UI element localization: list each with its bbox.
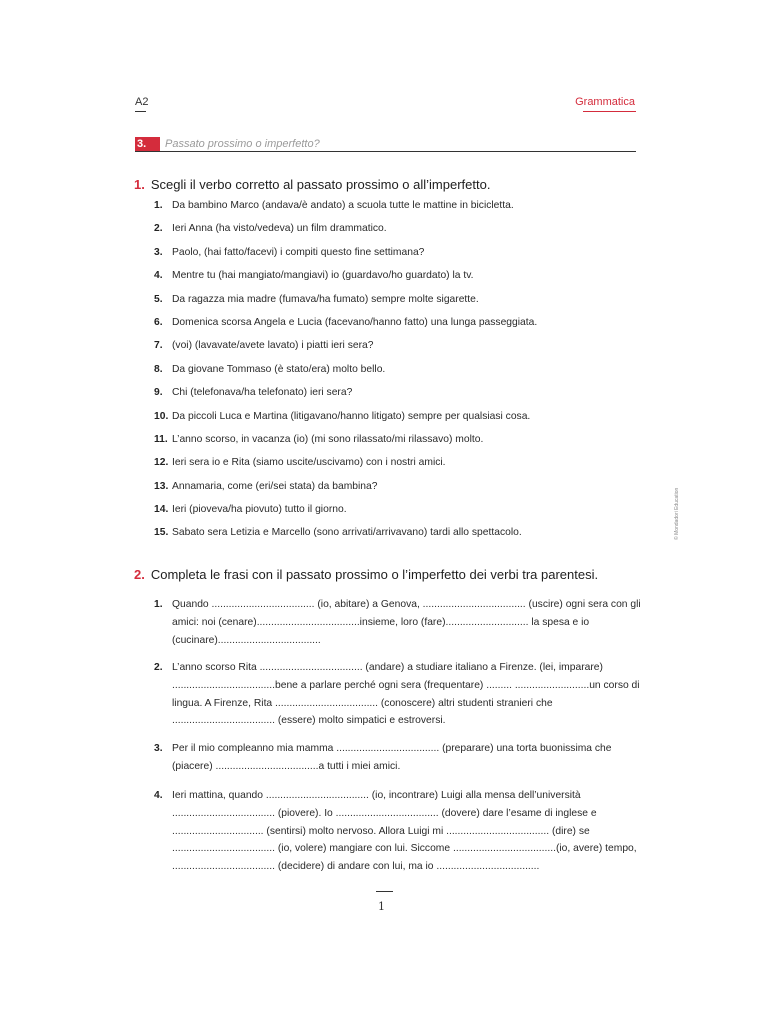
item-text: Ieri sera io e Rita (siamo uscite/uscivamo) con i nostri amici. <box>172 457 446 469</box>
category-label: Grammatica <box>575 96 635 108</box>
list-item <box>154 290 654 313</box>
list-item <box>154 383 654 406</box>
list-item <box>154 477 654 500</box>
item-number: 10. <box>154 410 169 422</box>
item-number: 8. <box>154 363 163 375</box>
list-item <box>154 243 654 266</box>
item-number: 15. <box>154 527 169 539</box>
list-item <box>154 596 644 649</box>
exercise2-title: Completa le frasi con il passato prossimo o l’imperfetto dei verbi tra parentesi. <box>150 567 599 582</box>
list-item <box>154 740 644 776</box>
item-number: 3. <box>154 743 163 754</box>
item-text: Ieri mattina, quando .................................... (io, incontrare) Luigi alla mensa dell’università .................................... (piovere). Io .................................... (dovere) dare l’esame di inglese e ................................ (sentirsi) molto nervoso. Allora Luigi mi .................................... (dire) se .................................... (io, volere) mangiare con lui. Siccome ....................................(io, avere) tempo, .................................... (decidere) di andare con lui, ma io .................................... <box>172 790 637 873</box>
list-item <box>154 500 654 523</box>
list-item <box>154 407 654 430</box>
item-text: Quando .................................... (io, abitare) a Genova, .................................... (uscire) ogni sera con gli amici: noi (cenare)....................................insieme, loro (fare)............................. la spesa e io (cucinare).................................... <box>172 599 641 646</box>
item-number: 3. <box>154 246 163 258</box>
item-number: 7. <box>154 340 163 352</box>
level-label: A2 <box>135 96 149 108</box>
exercise1-list <box>154 196 654 547</box>
item-number: 2. <box>154 662 163 673</box>
item-text: Ieri Anna (ha visto/vedeva) un film drammatico. <box>172 223 387 235</box>
item-number: 12. <box>154 457 169 469</box>
list-item <box>154 219 654 242</box>
list-item <box>154 787 644 876</box>
section-rule <box>135 151 636 152</box>
list-item <box>154 659 644 730</box>
item-text: Paolo, (hai fatto/facevi) i compiti questo fine settimana? <box>172 246 425 258</box>
item-number: 9. <box>154 387 163 399</box>
list-item <box>154 266 654 289</box>
item-number: 11. <box>154 433 168 445</box>
item-number: 13. <box>154 480 169 492</box>
footer-rule <box>376 891 393 892</box>
exercise2-number: 2. <box>134 567 145 582</box>
list-item <box>154 453 654 476</box>
item-number: 1. <box>154 599 163 610</box>
item-number: 2. <box>154 223 163 235</box>
exercise2-heading <box>134 567 598 582</box>
item-text: Mentre tu (hai mangiato/mangiavi) io (guardavo/ho guardato) la tv. <box>172 270 474 282</box>
list-item <box>154 313 654 336</box>
item-text: Domenica scorsa Angela e Lucia (facevano/hanno fatto) una lunga passeggiata. <box>172 316 538 328</box>
item-text: Da ragazza mia madre (fumava/ha fumato) sempre molte sigarette. <box>172 293 479 305</box>
item-text: Da piccoli Luca e Martina (litigavano/hanno litigato) sempre per qualsiasi cosa. <box>172 410 531 422</box>
list-item <box>154 360 654 383</box>
exercise1-number: 1. <box>134 177 145 192</box>
item-text: Ieri (pioveva/ha piovuto) tutto il giorno. <box>172 504 347 516</box>
item-text: L’anno scorso Rita .................................... (andare) a studiare italiano a Firenze. (lei, imparare) ....................................bene a parlare perché ogni sera (frequentare) ......... ..........................un corso di lingua. A Firenze, Rita .................................... (conoscere) altri studenti stranieri che .................................... (essere) molto simpatici e estroversi. <box>172 662 640 727</box>
category-underline <box>583 111 636 112</box>
item-text: Per il mio compleanno mia mamma .................................... (preparare) una torta buonissima che (piacere) ....................................a tutti i miei amici. <box>172 743 612 772</box>
level-underline <box>135 111 146 112</box>
item-number: 4. <box>154 270 163 282</box>
list-item <box>154 430 654 453</box>
list-item <box>154 523 654 546</box>
list-item <box>154 196 654 219</box>
item-text: L’anno scorso, in vacanza (io) (mi sono rilassato/mi rilassavo) molto. <box>172 433 484 445</box>
exercise1-heading <box>134 177 490 192</box>
item-text: Annamaria, come (eri/sei stata) da bambina? <box>172 480 378 492</box>
list-item <box>154 336 654 359</box>
item-text: Chi (telefonava/ha telefonato) ieri sera? <box>172 387 353 399</box>
page-number: 1 <box>378 900 385 913</box>
item-text: Da bambino Marco (andava/è andato) a scuola tutte le mattine in bicicletta. <box>172 200 514 211</box>
item-number: 4. <box>154 790 163 801</box>
item-text: Da giovane Tommaso (è stato/era) molto bello. <box>172 363 386 375</box>
item-text: (voi) (lavavate/avete lavato) i piatti ieri sera? <box>172 340 374 352</box>
item-number: 1. <box>154 200 163 211</box>
item-number: 14. <box>154 504 169 516</box>
item-number: 5. <box>154 293 163 305</box>
copyright-note: © Mondadori Education <box>674 487 680 540</box>
section-title: Passato prossimo o imperfetto? <box>165 138 320 150</box>
item-number: 6. <box>154 316 163 328</box>
item-text: Sabato sera Letizia e Marcello (sono arrivati/arrivavano) tardi allo spettacolo. <box>172 527 522 539</box>
exercise1-title: Scegli il verbo corretto al passato prossimo o all’imperfetto. <box>150 177 491 192</box>
section-number: 3. <box>135 137 160 151</box>
